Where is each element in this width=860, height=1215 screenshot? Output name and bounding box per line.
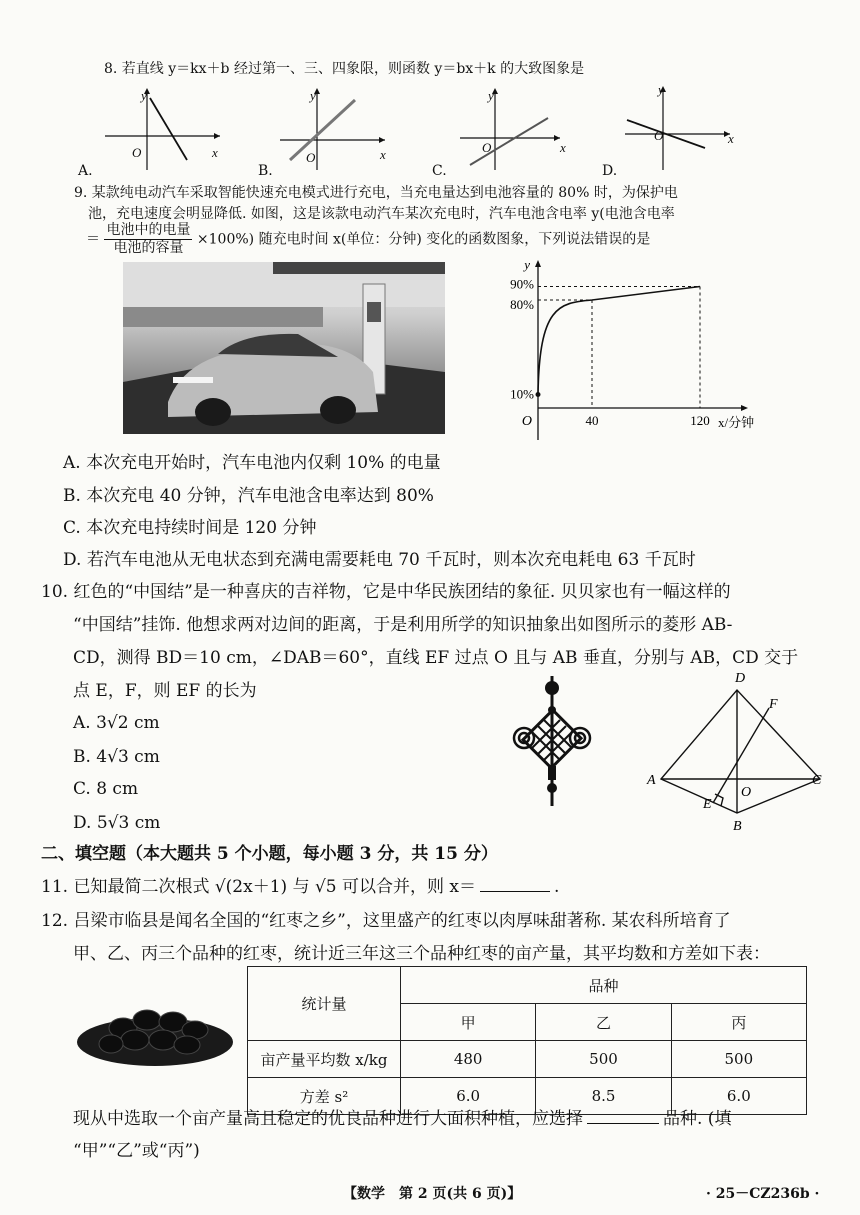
q9-frac-num: 电池中的电量 xyxy=(106,222,191,238)
q8-graph-c xyxy=(460,88,560,170)
q9-line2: 池，充电速度会明显降低. 如图，这是该款电动汽车某次充电时，汽车电池含电率 y(电池含电率 xyxy=(88,206,675,222)
point-o-label: O xyxy=(741,785,752,800)
mean-bing: 500 xyxy=(671,1041,806,1078)
q12-line2: 甲、乙、丙三个品种的红枣，统计近三年这三个品种红枣的亩产量，其平均数和方差如下表： xyxy=(73,944,770,964)
q9-line1: 9. 某款纯电动汽车采取智能快速充电模式进行充电，当充电量达到电池容量的 80% 时，为保护电 xyxy=(74,185,678,201)
footer-code: · 25－CZ236b · xyxy=(706,1186,820,1202)
q12-answer-blank[interactable] xyxy=(587,1109,659,1124)
q10-option-d: D. 5√3 cm xyxy=(73,813,161,833)
mean-jia: 480 xyxy=(401,1041,536,1078)
q8-a-y-label: y xyxy=(141,88,147,103)
q8-d-x-label: x xyxy=(728,131,734,146)
q9-chart xyxy=(490,255,770,445)
q8-b-origin: O xyxy=(306,150,316,165)
q8-graph-b xyxy=(280,88,385,170)
q12-line3b: 品种. (填 xyxy=(663,1109,732,1129)
q9-origin-label: O xyxy=(521,414,532,429)
q11-answer-blank[interactable] xyxy=(480,877,550,892)
q9-x-tick-120: 120 xyxy=(690,413,710,428)
q12-stats-table xyxy=(247,966,807,1115)
q8-b-y-label: y xyxy=(310,88,316,103)
q11-stem: 11. 已知最简二次根式 √(2x＋1) 与 √5 可以合并，则 x＝ xyxy=(41,877,477,897)
point-a-label: A xyxy=(647,773,656,788)
footer-page: 【数学 第 2 页(共 6 页)】 xyxy=(343,1186,522,1202)
q8-option-c: C. xyxy=(432,163,447,179)
variance-jia: 6.0 xyxy=(401,1078,536,1115)
q9-frac-suffix: ×100%) 随充电时间 x(单位：分钟) 变化的函数图象，下列说法错误的是 xyxy=(196,231,651,248)
point-b-label: B xyxy=(733,819,742,833)
chinese-knot-icon xyxy=(508,676,596,806)
q9-x-axis-label: x/分钟 xyxy=(718,415,755,430)
q8-a-x-label: x xyxy=(212,145,218,160)
q9-frac-prefix: ＝ xyxy=(86,231,100,248)
variance-yi: 8.5 xyxy=(536,1078,671,1115)
variance-bing: 6.0 xyxy=(671,1078,806,1115)
q9-line3 xyxy=(86,222,650,257)
q9-fraction xyxy=(104,222,192,257)
q9-chart-guides xyxy=(536,287,701,409)
q8-graph-d xyxy=(625,86,730,170)
q10-line3: CD，测得 BD＝10 cm，∠DAB＝60°，直线 EF 过点 O 且与 AB 垂直，分别与 AB，CD 交于 xyxy=(73,648,799,668)
mean-yi: 500 xyxy=(536,1041,671,1078)
point-c-label: C xyxy=(812,773,822,788)
q8-stem: 8. 若直线 y＝kx＋b 经过第一、三、四象限，则函数 y＝bx＋k 的大致图象是 xyxy=(104,61,585,77)
ev-charging-photo xyxy=(123,262,445,434)
q9-x-axis-arrow xyxy=(741,405,748,411)
q12-line1: 12. 吕梁市临县是闻名全国的“红枣之乡”，这里盛产的红枣以肉厚味甜著称. 某农科所培育了 xyxy=(41,911,731,931)
q9-option-a: A. 本次充电开始时，汽车电池内仅剩 10% 的电量 xyxy=(63,453,441,473)
variety-yi: 乙 xyxy=(536,1004,671,1041)
point-d-label: D xyxy=(735,671,746,686)
red-dates-photo xyxy=(75,990,235,1070)
row-variance-label: 方差 s² xyxy=(248,1078,401,1115)
q12-line4: “甲”“乙”或“丙”) xyxy=(73,1141,200,1161)
point-f-label: F xyxy=(769,697,778,712)
q11-text xyxy=(41,876,559,898)
q10-line4: 点 E，F，则 EF 的长为 xyxy=(73,681,257,701)
q8-graph-a xyxy=(105,88,220,170)
q9-y-axis-arrow xyxy=(535,260,541,267)
q8-c-x-label: x xyxy=(560,140,566,155)
q8-option-d: D. xyxy=(602,163,618,179)
q9-x-tick-40: 40 xyxy=(585,413,599,428)
q9-frac-den: 电池的容量 xyxy=(113,240,184,256)
q9-option-d: D. 若汽车电池从无电状态到充满电需要耗电 70 千瓦时，则本次充电耗电 63 千瓦时 xyxy=(63,550,696,570)
q10-line1: 10. 红色的“中国结”是一种喜庆的吉祥物，它是中华民族团结的象征. 贝贝家也有一幅这样的 xyxy=(41,582,731,602)
variety-bing: 丙 xyxy=(671,1004,806,1041)
q9-y-axis-label: y xyxy=(524,257,530,272)
q10-rhombus-figure xyxy=(645,668,830,833)
q9-charge-curve xyxy=(538,287,700,395)
header-stat: 统计量 xyxy=(248,967,401,1041)
q10-option-c: C. 8 cm xyxy=(73,779,139,799)
q8-c-origin: O xyxy=(482,140,492,155)
q8-option-a: A. xyxy=(78,163,93,179)
q9-y-tick-90: 90% xyxy=(510,276,534,292)
variety-jia: 甲 xyxy=(401,1004,536,1041)
q8-b-x-label: x xyxy=(380,147,386,162)
q12-line3a: 现从中选取一个亩产量高且稳定的优良品种进行大面积种植，应选择 xyxy=(73,1109,583,1129)
q8-a-origin: O xyxy=(132,145,142,160)
q8-d-y-label: y xyxy=(658,82,664,97)
q9-option-b: B. 本次充电 40 分钟，汽车电池含电率达到 80% xyxy=(63,486,434,506)
q8-option-b: B. xyxy=(258,163,273,179)
point-e-label: E xyxy=(703,797,712,812)
q8-c-y-label: y xyxy=(488,88,494,103)
row-mean-label: 亩产量平均数 x/kg xyxy=(248,1041,401,1078)
q10-option-b: B. 4√3 cm xyxy=(73,747,160,767)
header-variety: 品种 xyxy=(401,967,807,1004)
q9-option-c: C. 本次充电持续时间是 120 分钟 xyxy=(63,518,317,538)
q10-line2: “中国结”挂饰. 他想求两对边间的距离，于是利用所学的知识抽象出如图所示的菱形 AB- xyxy=(73,615,733,635)
q9-y-tick-80: 80% xyxy=(510,297,534,312)
q8-d-origin: O xyxy=(654,128,664,143)
q10-option-a: A. 3√2 cm xyxy=(73,713,160,733)
q11-end: . xyxy=(554,877,560,897)
section2-title: 二、填空题（本大题共 5 个小题，每小题 3 分，共 15 分） xyxy=(41,844,498,864)
q12-line3 xyxy=(73,1108,731,1130)
q9-y-tick-10: 10% xyxy=(510,386,534,402)
